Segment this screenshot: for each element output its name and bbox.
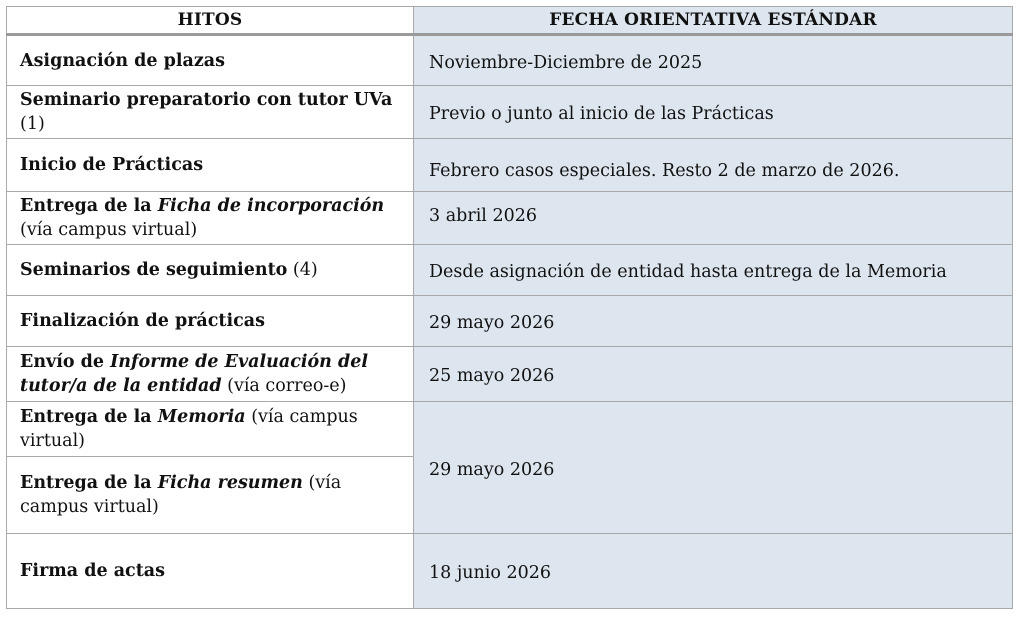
table-row (7, 347, 1013, 402)
hito-note: (vía campus virtual) (20, 220, 198, 240)
fecha-cell (414, 192, 1013, 245)
fecha-value: Desde asignación de entidad hasta entrega de la Memoria (429, 262, 947, 282)
fecha-cell (414, 86, 1013, 139)
hito-cell (7, 457, 414, 534)
table-row (7, 35, 1013, 86)
hito-note: (vía correo-e) (221, 376, 347, 396)
hito-cell (7, 245, 414, 296)
fecha-cell (414, 347, 1013, 402)
hito-cell (7, 192, 414, 245)
fecha-value: 29 mayo 2026 (429, 313, 555, 333)
fecha-cell (414, 139, 1013, 192)
fecha-value: 3 abril 2026 (429, 206, 537, 226)
fecha-value: 18 junio 2026 (429, 563, 552, 583)
hito-label: Entrega de la (20, 196, 158, 216)
hito-note: (vía campus virtual) (20, 407, 358, 451)
table-row (7, 296, 1013, 347)
fecha-value: 29 mayo 2026 (429, 459, 555, 480)
header-hitos: HITOS (7, 7, 414, 35)
hito-cell (7, 139, 414, 192)
hito-cell (7, 86, 414, 139)
fecha-value: Previo o junto al inicio de las Prácticas (429, 104, 774, 124)
hito-label: Seminario preparatorio con tutor UVa (20, 90, 393, 110)
fecha-cell (414, 534, 1013, 609)
table-row (7, 192, 1013, 245)
hito-cell (7, 402, 414, 457)
hito-doc-title: Ficha de incorporación (157, 196, 385, 216)
fecha-cell (414, 296, 1013, 347)
header-row (7, 7, 1013, 35)
hito-cell (7, 347, 414, 402)
fecha-cell-merged (414, 402, 1013, 534)
table-row (7, 139, 1013, 192)
hito-label: Entrega de la (20, 473, 158, 493)
hito-note: (4) (287, 260, 318, 280)
table-row (7, 245, 1013, 296)
hito-label: Entrega de la (20, 407, 158, 427)
hito-cell (7, 534, 414, 609)
hito-label: Asignación de plazas (20, 50, 225, 71)
hito-note: (vía campus virtual) (20, 473, 342, 517)
table-row (7, 86, 1013, 139)
hito-doc-title: Informe de Evaluación del tutor/a de la entidad (20, 352, 369, 396)
hito-cell (7, 296, 414, 347)
hito-label: Finalización de prácticas (20, 311, 265, 331)
hito-cell (7, 35, 414, 86)
header-fecha: FECHA ORIENTATIVA ESTÁNDAR (414, 7, 1013, 35)
fecha-value: Noviembre-Diciembre de 2025 (429, 52, 703, 73)
hito-label: Firma de actas (20, 561, 165, 581)
hito-doc-title: Ficha resumen (157, 473, 303, 493)
hito-note: (1) (20, 114, 45, 134)
fecha-cell (414, 245, 1013, 296)
hito-label: Seminarios de seguimiento (20, 260, 288, 280)
fecha-value: Febrero casos especiales. Resto 2 de marzo de 2026. (429, 161, 900, 181)
hito-label: Envío de (20, 352, 111, 372)
fecha-value: 25 mayo 2026 (429, 366, 555, 386)
milestones-table (6, 6, 1013, 609)
table-row (7, 534, 1013, 609)
fecha-cell (414, 35, 1013, 86)
hito-label: Inicio de Prácticas (20, 155, 204, 175)
hito-doc-title: Memoria (157, 407, 246, 427)
table-row (7, 402, 1013, 457)
